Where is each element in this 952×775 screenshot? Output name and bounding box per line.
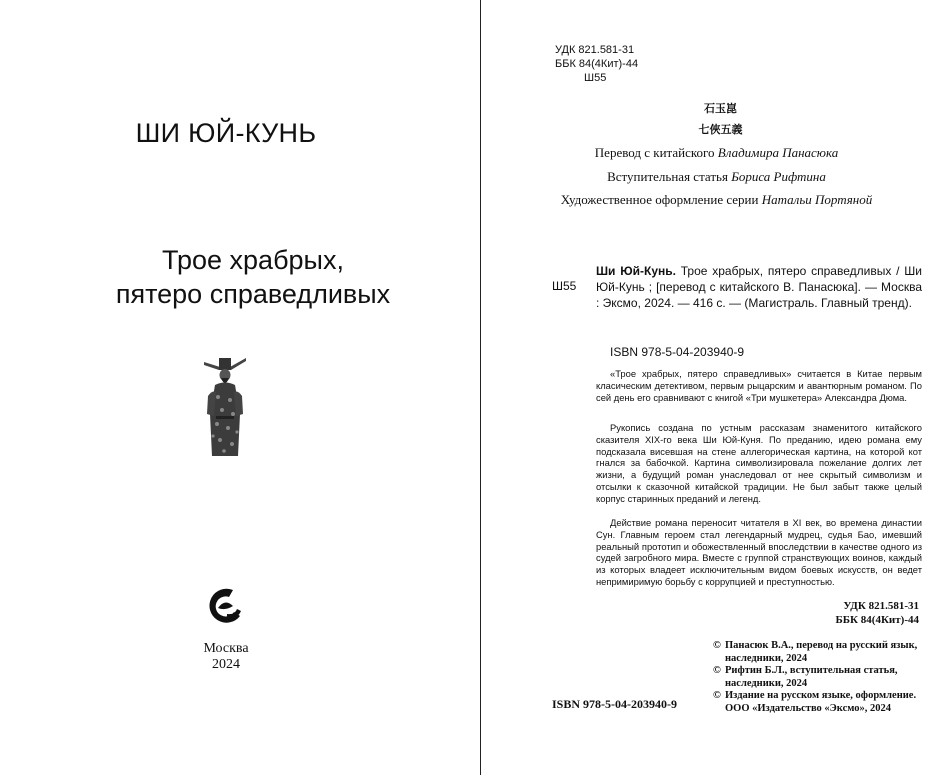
bibliographic-record (596, 263, 922, 311)
copyright-translation-text: Панасюк В.А., перевод на русский язык, наследники, 2024 (725, 640, 918, 664)
title-line-2: пятеро справедливых (115, 279, 391, 309)
intro-prefix: Вступительная статья (607, 169, 728, 184)
design-prefix: Художественное оформление серии (560, 192, 759, 207)
translation-prefix: Перевод с китайского (594, 145, 715, 160)
right-page (481, 0, 952, 775)
copyright-intro (713, 664, 923, 690)
annotation-paragraph-2: Рукопись создана по устным рассказам знаменитого китайского сказителя XIX-го века Ши Юй-Куня. По преданию, идею романа ему подсказала висевшая на стене аллегорическая картина, на которой кот гнался за бабочкой. Картина символизировала пожелание долгих лет жизни, а будущий роман унаследовал от нее скрытый символизм и отсылки к сказочной китайской традиции. Не был забыт также целый корпус старинных преданий и легенд. (596, 422, 922, 504)
title-line-1: Трое храбрых, (162, 245, 344, 275)
copyright-edition (713, 689, 923, 715)
author-sign-code: Ш55 (584, 72, 607, 84)
publisher-logo-icon (203, 584, 247, 628)
chinese-author: 石玉崑 (704, 103, 737, 115)
chinese-title: 七俠五義 (698, 124, 743, 136)
copyright-edition-text: Издание на русском языке, оформление. ООО «Издательство «Эксмо», 2024 (725, 690, 917, 714)
book-author: ШИ ЮЙ-КУНЬ (135, 118, 317, 148)
annotation-paragraph-1: «Трое храбрых, пятеро справедливых» считается в Китае первым класическим детективом, первым рыцарским и авантюрным романом. По сей день его сравнивают с книгой «Три мушкетера» Александра Дюма. (596, 368, 922, 403)
copyright-sign: © (713, 640, 721, 651)
copyright-sign: © (713, 690, 721, 701)
annotation-paragraph-3: Действие романа переносит читателя в XI век, во времена династии Сун. Главным героем стал легендарный мудрец, судья Бао, имевший реальный прототип и обожествленный впоследствии в качестве одного из судей загробного мира. Вместе с группой странствующих воинов, каждый из которых владеет исключительным видом боевых искусств, он ведет непримиримую борьбу с коррупцией и преступностью. (596, 517, 922, 587)
publication-year: 2024 (212, 657, 240, 672)
udk-code: УДК 821.581-31 (555, 44, 635, 56)
translation-credit (481, 145, 952, 161)
bbk-code: ББК 84(4Кит)-44 (555, 58, 639, 70)
udk-bold: УДК 821.581-31 (843, 600, 919, 612)
designer-name: Натальи Портяной (761, 192, 873, 207)
isbn-bold: ISBN 978-5-04-203940-9 (552, 697, 677, 711)
copyright-translation (713, 639, 923, 665)
copyright-sign: © (713, 665, 721, 676)
intro-author: Бориса Рифтина (731, 169, 826, 184)
intro-credit (481, 169, 952, 185)
biblio-author: Ши Юй-Кунь. (596, 264, 676, 278)
chinese-official-figure-icon (202, 352, 248, 458)
publication-city: Москва (203, 641, 249, 656)
translator-name: Владимира Панасюка (717, 145, 839, 160)
book-title (0, 243, 506, 311)
design-credit (481, 192, 952, 208)
biblio-code: Ш55 (552, 279, 577, 293)
bbk-bold: ББК 84(4Кит)-44 (835, 614, 919, 626)
copyright-intro-text: Рифтин Б.Л., вступительная статья, наследники, 2024 (725, 665, 898, 689)
isbn-line: ISBN 978-5-04-203940-9 (610, 345, 745, 359)
biblio-text: Трое храбрых, пятеро справедливых / Ши Юй-Кунь ; [перевод с китайского В. Панасюка]. — Москва : Эксмо, 2024. — 416 с. — (Магистраль. Главный тренд). (596, 264, 922, 310)
